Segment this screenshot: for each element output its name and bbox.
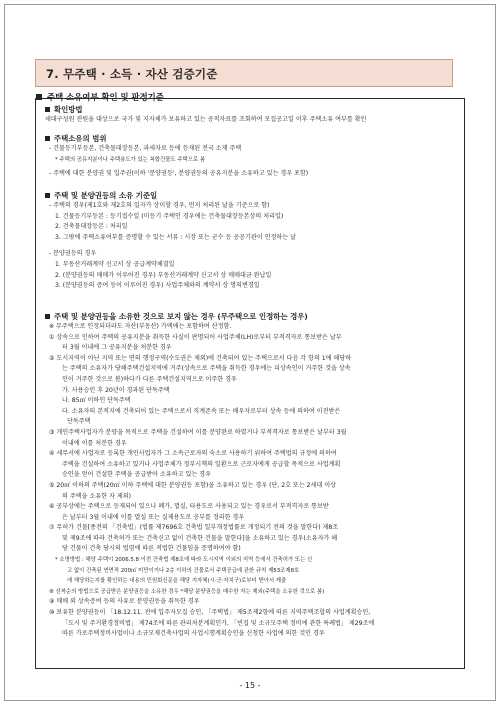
block-line: 3. 그밖에 주택소유여부를 증명할 수 있는 서류 : 시장 또는 군수 등 공공기관이 인정하는 날: [55, 233, 297, 241]
block-line: ⑥ 공부상에는 주택으로 등재되어 있으나 폐가, 멸실, 타용도로 사용되고 있는 경우로서 부적격자로 통보받: [49, 503, 329, 511]
block-line: ⑧ 선착순의 방법으로 공급받은 분양권등을 소유한 경우 *해당 분양권등을 매수한 자는 제외(주택을 소유한 것으로 봄): [49, 588, 325, 595]
block-line: 2. 건축물대장등본 : 처리일: [55, 223, 128, 231]
block-line: 은 날부터 3월 이내에 이를 멸실 또는 실제용도로 공부를 정리한 경우: [62, 513, 245, 521]
block-note: * 주택의 공유지분이나 주택용도가 있는 복합건물도 주택으로 봄: [55, 156, 206, 163]
block-ownership-scope: [45, 133, 463, 180]
block-line: 인이 거주한 것으로 봄)하다가 다른 주택건설지역으로 이주한 경우: [62, 375, 237, 383]
section-header: [35, 59, 453, 87]
block-line: ⑩ 보유한 분양권등이 「18.12.11. 전에 입주자모집 승인, 「주택법」 제5조제2항에 따른 지역주택조합의 사업계획승인,: [49, 609, 371, 617]
block-line: 「도시 및 주거환경정비법」 제74조에 따른 관리처분계획인가, 「빈집 및 소규모주택 정비에 관한 특례법」 제29조에: [62, 619, 375, 627]
block-line: 는 주택의 소유자가 당해주택건설지역에 거주(상속으로 주택을 취득한 경우에는 피상속인이 거주한 것을 상속: [62, 365, 351, 373]
block-line: 1. 부동산거래계약 신고서 상 공급계약체결일: [55, 260, 175, 268]
block-exemptions: [45, 311, 463, 640]
block-line: 3. (분양권등의 증여 등이 이루어진 경우) 사업주체와의 계약서 상 명의변경일: [55, 282, 260, 290]
block-line: ③ 개인주택사업자가 분양을 목적으로 주택을 건설하여 이를 분양완료 하였거나 부적격자로 통보받은 날부터 3월: [49, 428, 347, 436]
block-line: 단독주택: [67, 418, 91, 426]
block-line: ⑨ 매매 외 상속증여 등의 사유로 분양권등을 취득한 경우: [49, 598, 200, 606]
block-heading: 주택소유의 범위: [45, 133, 463, 144]
block-reference-date: [45, 190, 463, 292]
block-line: ① 상속으로 인하여 주택의 공유지분을 취득한 사실이 판명되어 사업주체(LH)로부터 부적격자로 통보받은 날부: [49, 333, 342, 341]
block-note: 고 없이 건축된 연면적 200㎡ 미만이거나 2층 이하의 건물로서 주택공급에 관한 규칙 제53조제8호: [67, 567, 300, 574]
section-title: 7. 무주택 · 소득 · 자산 검증기준: [46, 67, 218, 81]
block-line: 다. 소유자의 본적지에 건축되어 있는 주택으로서 직계존속 또는 배우자로부터 상속 등에 의하여 이전받은: [62, 407, 341, 415]
block-line: ⑤ 20㎡ 이하의 주택(20㎡ 이하 주택에 대한 분양권등 포함)을 소유하고 있는 경우 (단, 2호 또는 2세대 이상: [49, 481, 337, 489]
block-line: ※ 무주택으로 인정되더라도 자산(부동산) 가액에는 포함하여 산정함.: [49, 323, 232, 330]
block-line: 나. 85㎡ 이하인 단독주택: [62, 397, 131, 405]
block-line: 2. (분양권등의 매매가 이루어진 경우) 부동산거래계약 신고서 상 매매대금 완납일: [55, 271, 272, 279]
block-line: - 주택의 경우(제1호와 제2호의 일자가 상이할 경우, 먼저 처리된 날을 기준으로 함): [49, 202, 270, 209]
block-line: ② 도시지역이 아닌 지역 또는 면의 행정구역(수도권은 제외)에 건축되어 있는 주택으로서 다음 각 항의 1에 해당하: [49, 354, 352, 362]
main-heading: 주택 소유여부 확인 및 판정기준: [36, 91, 466, 103]
block-line: 당 건물이 건축 당시의 법령에 따른 적법한 건물임을 증명하여야 함): [62, 545, 241, 553]
block-check-method: [45, 104, 463, 126]
block-line: - 분양권등의 경우: [49, 250, 97, 258]
block-line: 세대구성원 전원을 대상으로 국가 및 지자체가 보유하고 있는 공적자료를 조회하여 모집공고일 이후 주택소유 여부를 확인: [45, 116, 367, 123]
block-line: 승인을 얻어 건설한 주택을 공급받아 소유하고 있는 경우: [62, 471, 211, 479]
block-note: 에 해당하는지를 확인하는 내용의 민원회신문을 해당 지자체(시·군·자치구)로부터 받아서 제출: [67, 578, 287, 585]
page-number: - 15 -: [239, 681, 261, 690]
content-box: [35, 98, 465, 669]
block-line: - 주택에 대한 분양권 및 입주권(이하 '분양권등', 분양권등의 공유지분을 소유하고 있는 경우 포함): [49, 170, 309, 178]
block-note: * 소명방법 : 해당 주택이 2006.5.8 이전 건축법 제8조에 따라 도시지역 이외의 지역 등에서 건축허가 또는 신: [55, 557, 313, 564]
block-heading: 주택 및 분양권등을 소유한 것으로 보지 않는 경우 (무주택으로 인정하는 경우): [45, 311, 463, 322]
block-heading: 확인방법: [45, 104, 463, 115]
block-line: 가. 사용승인 후 20년이 경과된 단독주택: [62, 386, 170, 394]
block-line: 및 제9조에 따라 건축허가 또는 건축신고 없이 건축한 건물을 말한다]을 소유하고 있는 경우(소유자가 해: [62, 534, 338, 542]
block-line: - 건물등기부등본, 건축물대장등본, 과세자료 등에 등재된 전국 소재 주택: [49, 145, 242, 152]
block-line: ⑦ 무허가 건물[종전의 「건축법」(법률 제7696호 건축법 일부개정법률로 개정되기 전의 것을 말한다) 제8조: [49, 524, 339, 532]
block-line: 의 주택을 소유한 자 제외): [62, 492, 131, 500]
block-heading: 주택 및 분양권등의 소유 기준일: [45, 190, 463, 201]
block-line: 터 3월 이내에 그 공유지분을 처분한 경우: [62, 344, 172, 352]
block-line: 주택을 건설하여 소유하고 있거나 사업주체가 정부시책의 일환으로 근로자에게 공급할 목적으로 사업계획: [62, 460, 341, 468]
block-line: 따른 가로주택정비사업이나 소규모재건축사업의 사업시행계획승인을 신청한 사업에 의한 것인 경우: [62, 630, 325, 638]
block-line: 1. 건물등기부등본 : 등기접수일 (미등기 주택인 경우에는 건축물대장등본상의 처리일): [55, 212, 284, 220]
block-line: 이내에 이를 처분한 경우: [62, 439, 127, 447]
block-line: ④ 세무서에 사업자로 등록한 개인사업자가 그 소속근로자의 숙소로 사용하기 위하여 주택법의 규정에 의하여: [49, 450, 337, 458]
